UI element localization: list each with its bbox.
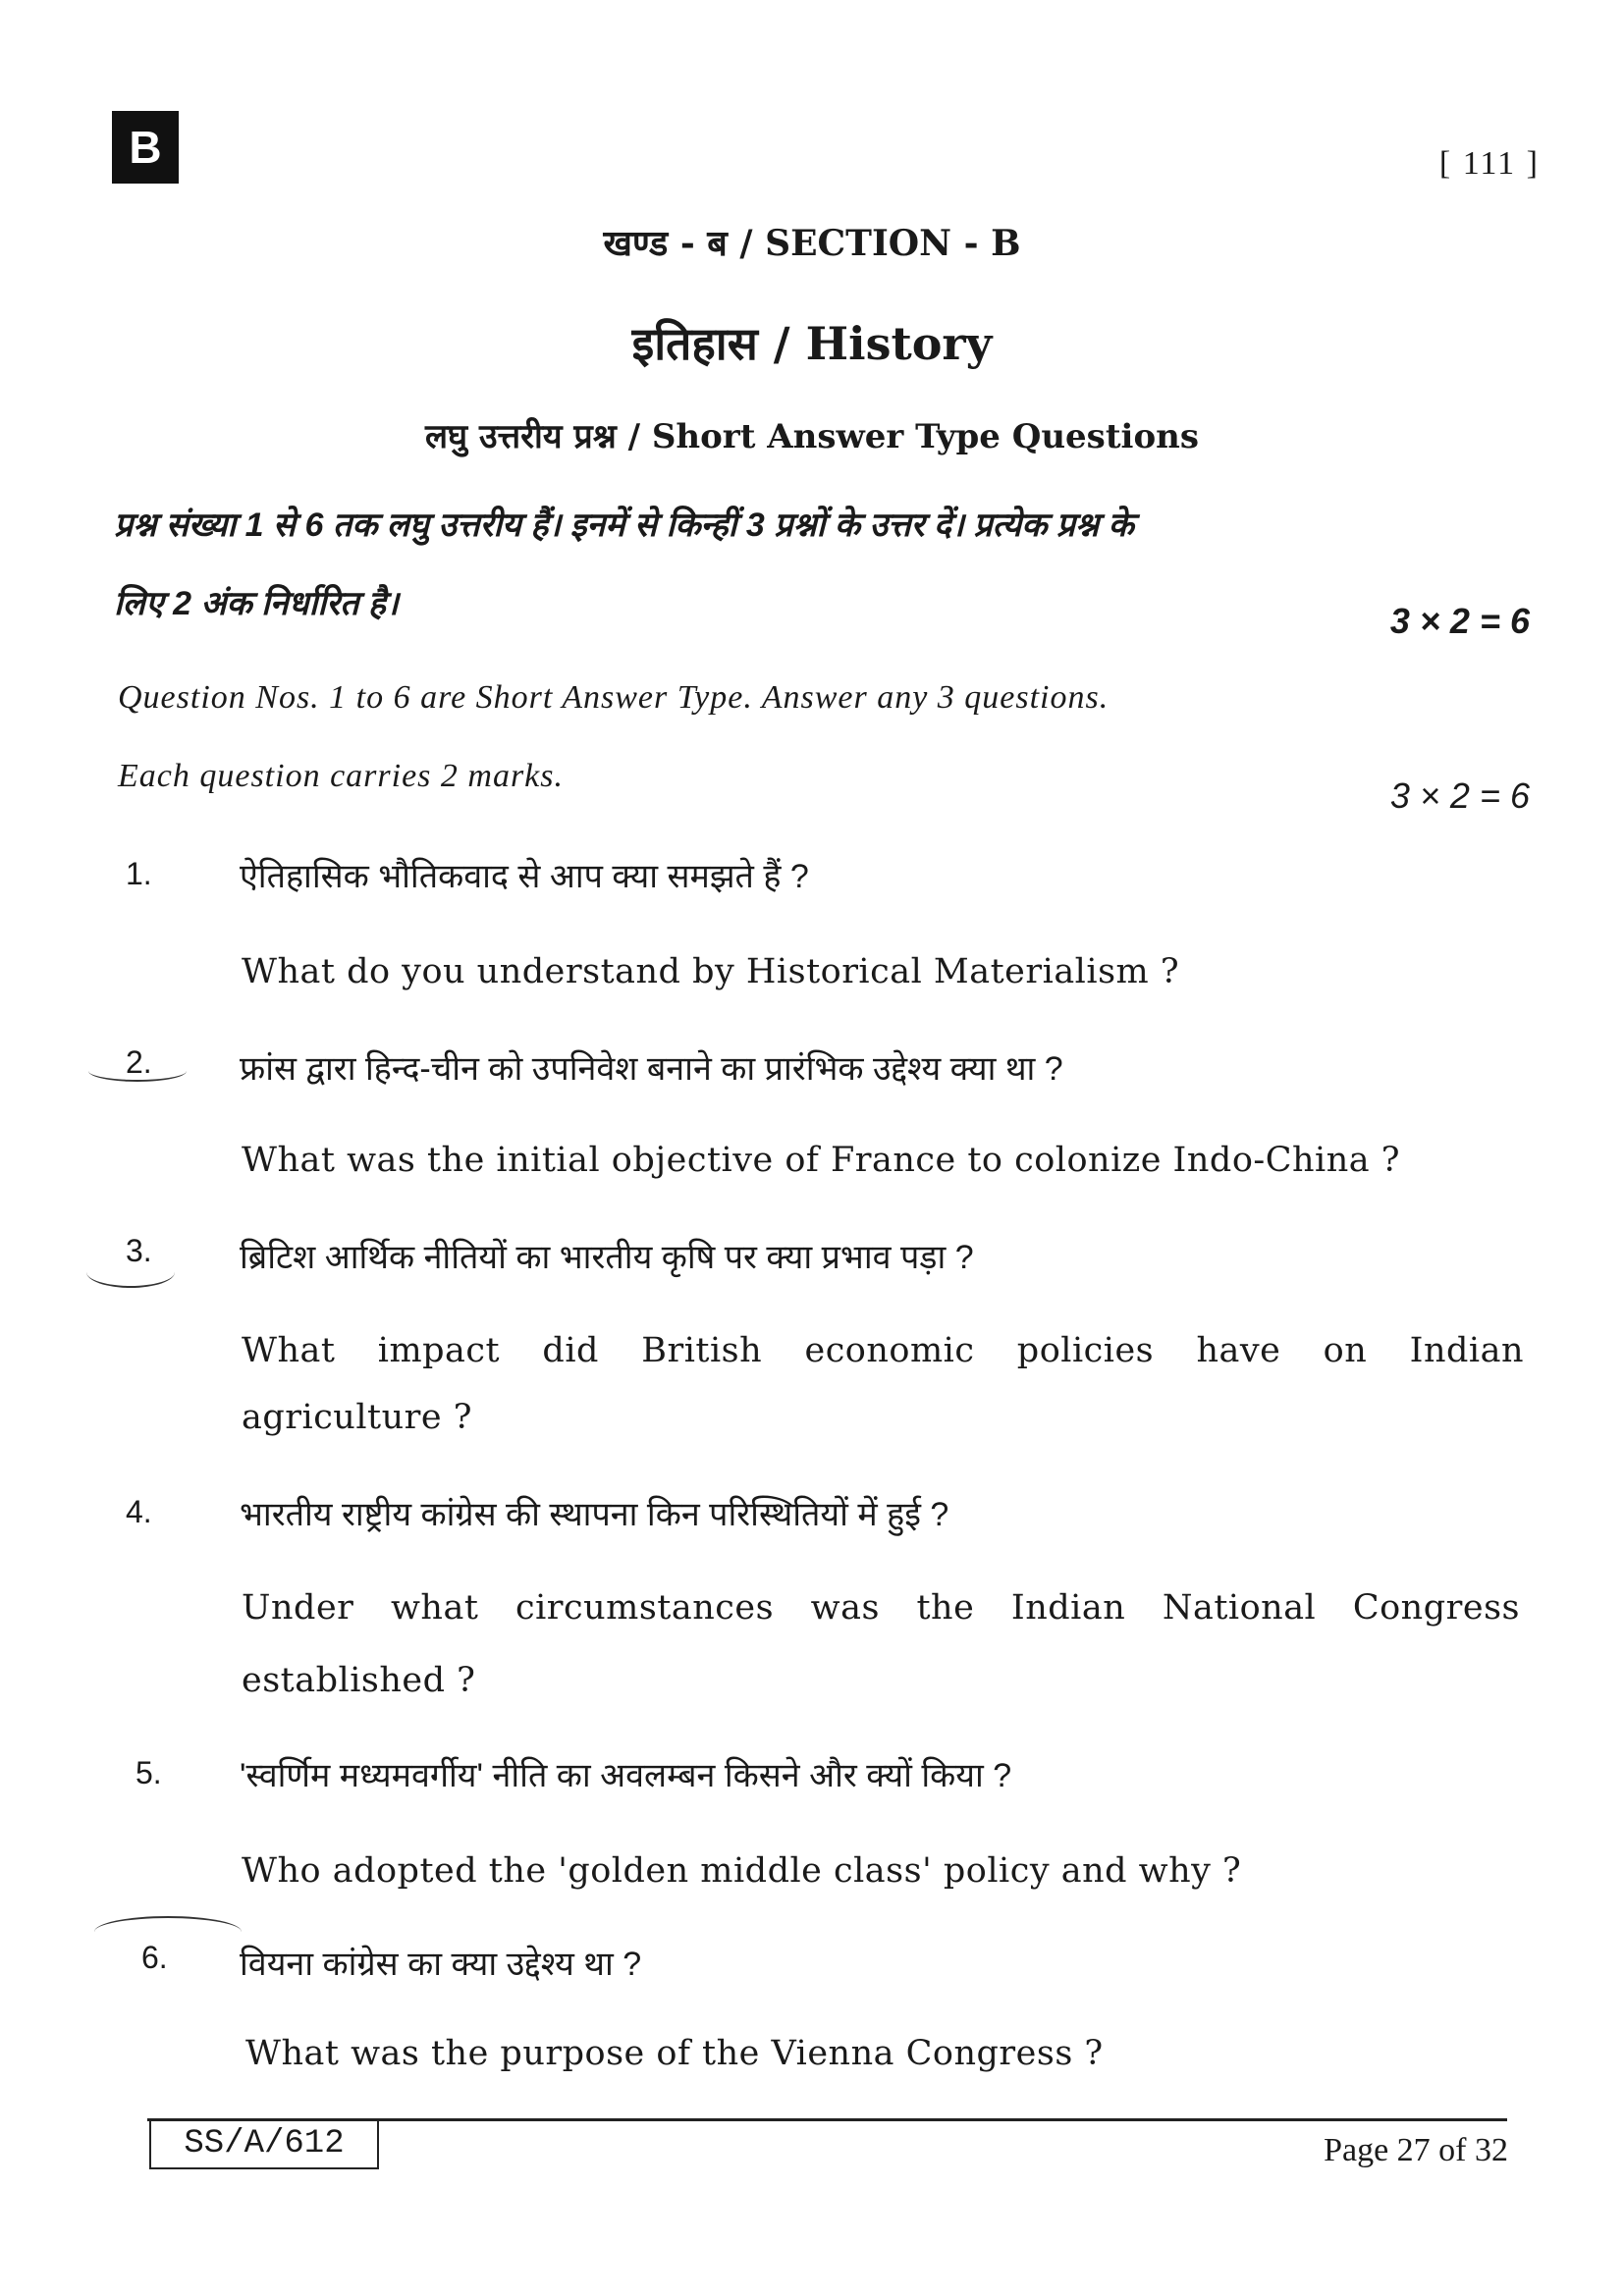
hindi-instruction-line-1: प्रश्न संख्या 1 से 6 तक लघु उत्तरीय हैं। इनमें से किन्हीं 3 प्रश्नों के उत्तर दें। प्रत्येक प्रश्न के: [114, 507, 1134, 544]
question-english: What was the initial objective of France to colonize Indo-China ?: [242, 1141, 1401, 1180]
hindi-instruction-line-2: लिए 2 अंक निर्धारित है।: [114, 585, 399, 622]
question-english: Who adopted the 'golden middle class' policy and why ?: [242, 1851, 1242, 1891]
question-number: 5.: [135, 1755, 162, 1790]
english-instruction-line-2: Each question carries 2 marks.: [118, 758, 565, 794]
question-hindi: 'स्वर्णिम मध्यमवर्गीय' नीति का अवलम्बन किसने और क्यों किया ?: [240, 1757, 1012, 1794]
section-title: खण्ड - ब / SECTION - B: [603, 223, 1021, 264]
question-number: 6.: [141, 1940, 168, 1975]
question-hindi: भारतीय राष्ट्रीय कांग्रेस की स्थापना किन परिस्थितियों में हुई ?: [240, 1496, 949, 1533]
pen-mark: [88, 1060, 187, 1082]
question-number: 1.: [126, 856, 152, 891]
question-number: 4.: [126, 1494, 152, 1529]
question-english: What was the purpose of the Vienna Congress ?: [245, 2034, 1104, 2073]
question-number: 2.: [126, 1044, 152, 1080]
question-english: What do you understand by Historical Materialism ?: [242, 952, 1180, 991]
footer-code: SS/A/612: [149, 2120, 379, 2169]
pen-mark: [86, 1256, 175, 1288]
hindi-marks: 3 × 2 = 6: [1389, 601, 1530, 641]
question-hindi: वियना कांग्रेस का क्या उद्देश्य था ?: [240, 1946, 642, 1983]
page-number: Page 27 of 32: [1324, 2132, 1508, 2168]
question-english: What impact did British economic policies have on Indian: [242, 1331, 1524, 1370]
question-english-continued: agriculture ?: [242, 1398, 472, 1437]
question-english: Under what circumstances was the Indian National Congress: [242, 1588, 1520, 1628]
paper-code: [ 111 ]: [1438, 145, 1540, 182]
english-marks: 3 × 2 = 6: [1389, 775, 1530, 816]
english-instruction-line-1: Question Nos. 1 to 6 are Short Answer Type. Answer any 3 questions.: [118, 679, 1110, 716]
question-english-continued: established ?: [242, 1661, 476, 1700]
question-hindi: ब्रिटिश आर्थिक नीतियों का भारतीय कृषि पर क्या प्रभाव पड़ा ?: [240, 1239, 974, 1276]
question-type-heading: लघु उत्तरीय प्रश्न / Short Answer Type Questions: [425, 417, 1199, 456]
section-badge: B: [112, 111, 179, 184]
pen-mark: [94, 1916, 242, 1948]
question-number: 3.: [126, 1233, 152, 1268]
subject-title: इतिहास / History: [631, 317, 993, 370]
question-hindi: ऐतिहासिक भौतिकवाद से आप क्या समझते हैं ?: [240, 858, 809, 895]
question-hindi: फ्रांस द्वारा हिन्द-चीन को उपनिवेश बनाने का प्रारंभिक उद्देश्य क्या था ?: [240, 1050, 1063, 1088]
